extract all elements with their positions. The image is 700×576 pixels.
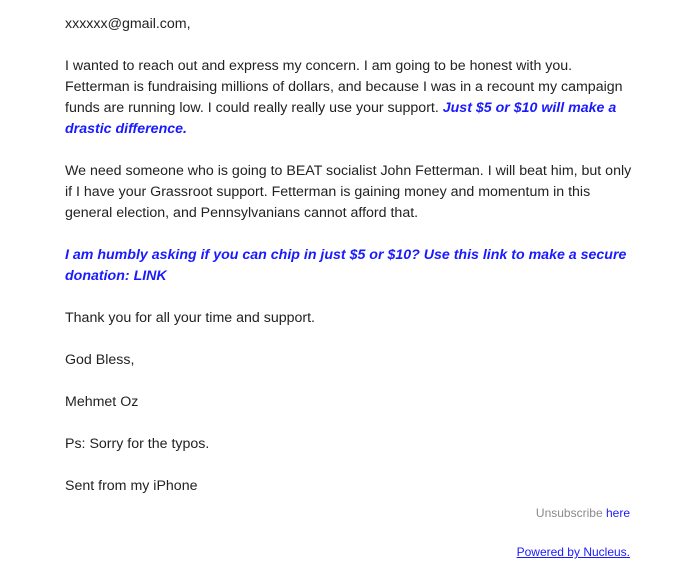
powered-by-line [517,545,630,559]
paragraph-fetterman: We need someone who is going to BEAT socialist John Fetterman. I will beat him, but only if I have your Grassroot support. Fetterman is gaining money and momentum in this general election, and Pennsylvanians cannot afford that. [65,163,632,221]
ps-line: Ps: Sorry for the typos. [65,436,210,452]
unsubscribe-label: Unsubscribe [535,506,603,520]
unsubscribe-line [536,506,630,520]
paragraph-concern [65,56,640,140]
paragraph-concern-text: I wanted to reach out and express my concern. I am going to be honest with you. Fetterman is fundraising millions of dollars, and because I was in a recount my campaign funds are running low. I could really really use your support. [65,58,623,116]
email-body [65,14,640,518]
unsubscribe-link[interactable]: here [605,506,630,520]
donation-ask-text: I am humbly asking if you can chip in just $5 or $10? Use this link to make a secure donation: [65,247,627,284]
donation-ask [65,245,640,287]
sent-from-line: Sent from my iPhone [65,478,198,494]
powered-by-link[interactable]: Powered by Nucleus. [516,545,630,559]
closing-line: God Bless, [65,352,135,368]
thanks-line: Thank you for all your time and support. [65,310,315,326]
signature: Mehmet Oz [65,394,139,410]
donation-link[interactable]: LINK [133,268,167,284]
email-greeting: xxxxxx@gmail.com, [65,16,191,32]
donation-emphasis: Just $5 or $10 will make a drastic difference. [65,100,617,137]
